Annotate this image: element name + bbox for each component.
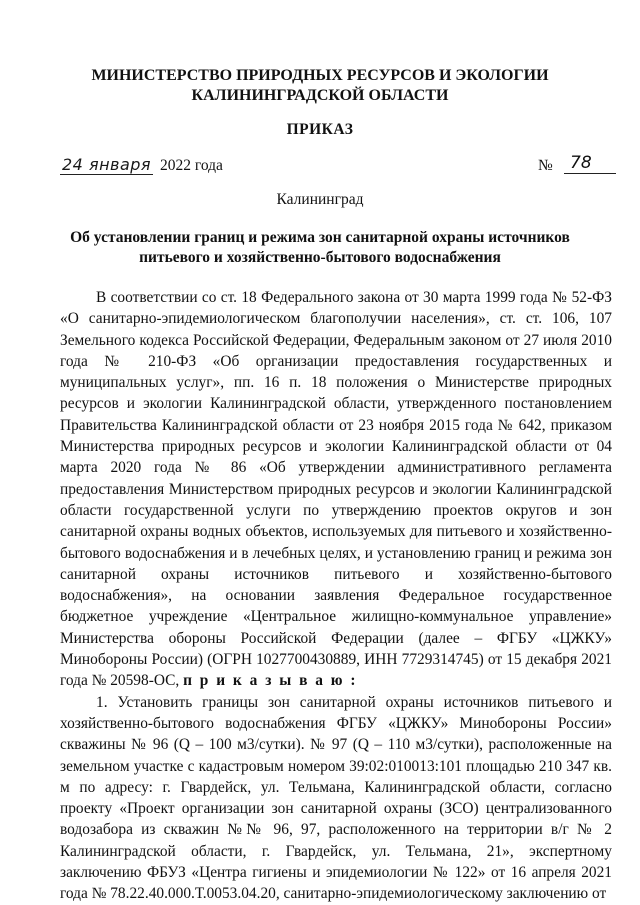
ministry-name-line2: КАЛИНИНГРАДСКОЙ ОБЛАСТИ <box>191 87 449 104</box>
handwritten-number: 78 <box>564 153 616 174</box>
clause-1-paragraph: 1. Установить границы зон санитарной охраны источников питьевого и хозяйственно-бытового водоснабжения ФГБУ «ЦЖКУ» Минобороны России» скважины № 96 (Q – 100 м3/сутки). № 97 (Q – 110 м3/сутки), расположенные на земельном участке с кадастровым номером 39:02:010013:101 площадью 210 347 кв. м по адресу: г. Гвардейск, ул. Тельмана, Калининградской области, согласно проекту «Проект организации зон санитарной охраны (ЗСО) централизованного водозабора из скважин №№ 96, 97, расположенного на территории в/г № 2 Калининградской области, г. Гвардейск, ул. Тельмана, 21», экспертному заключению ФБУЗ «Центра гигиены и эпидемиологии № 122» от 16 апреля 2021 года № 78.22.40.000.Т.0053.04.20, санитарно-эпидемиологическому заключению от <box>60 693 612 903</box>
date-number-row <box>0 155 640 181</box>
number-label: № <box>538 157 553 174</box>
date-year: 2022 года <box>160 157 223 174</box>
document-type: ПРИКАЗ <box>286 121 354 138</box>
city: Калининград <box>276 191 364 208</box>
handwritten-date: 24 января <box>62 155 152 174</box>
ministry-name-line1: МИНИСТЕРСТВО ПРИРОДНЫХ РЕСУРСОВ И ЭКОЛОГИИ <box>91 67 549 84</box>
document-title-line1: Об установлении границ и режима зон санитарной охраны источников <box>70 229 570 246</box>
document-title-line2: питьевого и хозяйственно-бытового водоснабжения <box>139 249 501 266</box>
preamble-paragraph <box>60 287 612 692</box>
order-directive: п р и к а з ы в а ю : <box>183 672 358 690</box>
document-body <box>60 287 612 905</box>
preamble-text: В соответствии со ст. 18 Федерального закона от 30 марта 1999 года № 52-ФЗ «О санитарно-эпидемиологическом благополучии населения», ст. ст. 106, 107 Земельного кодекса Российской Федерации, Федеральным законом от 27 июля 2010 года № 210-ФЗ «Об организации предоставления государственных и муниципальных услуг», пп. 16 п. 18 положения о Министерстве природных ресурсов и экологии Калининградской области, утвержденного постановлением Правительства Калининградской области от 23 ноября 2015 года № 642, приказом Министерства природных ресурсов и экологии Калининградской области от 04 марта 2020 года № 86 «Об утверждении административного регламента предоставления Министерством природных ресурсов и экологии Калининградской области государственной услуги по утверждению проектов округов и зон санитарной охраны водных объектов, используемых для питьевого и хозяйственно-бытового водоснабжения и в лечебных целях, и установлению границ и режима зон санитарной охраны источников питьевого и хозяйственно-бытового водоснабжения», на основании заявления Федеральное государственное бюджетное учреждение «Центральное жилищно-коммунальное управление» Министерства обороны Российской Федерации (далее – ФГБУ «ЦЖКУ» Минобороны России) (ОГРН 1027700430889, ИНН 7729314745) от 15 декабря 2021 года № 20598-ОС, <box>60 289 612 690</box>
